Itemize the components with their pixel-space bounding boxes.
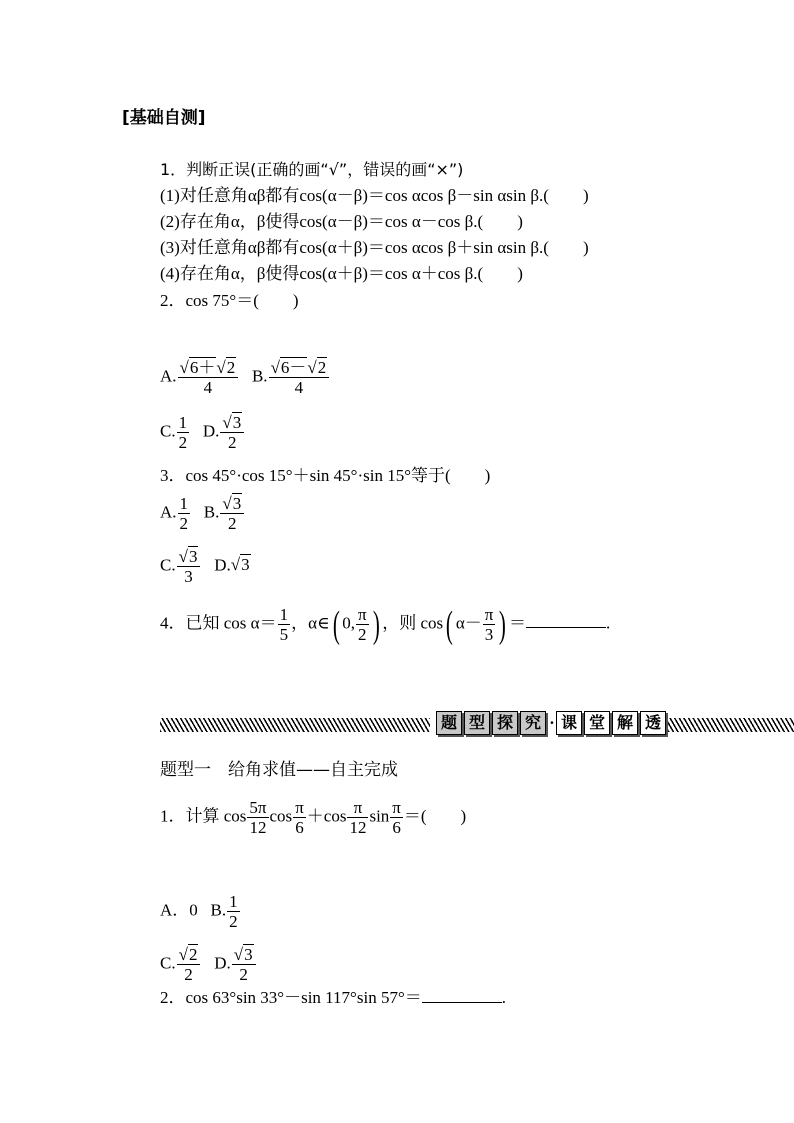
topic1-d-num: 3 <box>244 945 253 964</box>
topic1-q2-text: 2．cos 63°sin 33°－sin 117°sin 57°＝ <box>160 988 422 1007</box>
q3-option-c-fraction: $\frac{√3}{3}$ <box>177 547 201 586</box>
topic1-d-den: 2 <box>239 965 248 984</box>
q4-interval-start: 0, <box>342 613 355 633</box>
q2-option-d-label: D. <box>202 421 220 441</box>
topic1-q1-f3-num: π <box>347 798 368 818</box>
q2-option-c-label: C. <box>160 421 176 441</box>
banner-hatch-right <box>668 718 794 732</box>
banner-box-5: 课 <box>556 711 582 735</box>
q4-fraction-3 <box>483 605 496 644</box>
q3-options-cd <box>160 547 251 586</box>
q3-c-num: 3 <box>188 547 198 566</box>
q4-answer-blank[interactable] <box>526 612 606 628</box>
q4-mid: ，α∈ <box>291 613 330 633</box>
topic1-b-num: 1 <box>229 892 238 911</box>
q2-options-cd <box>160 413 245 452</box>
q3-a-num: 1 <box>179 494 189 513</box>
q4-period: . <box>605 613 611 633</box>
q2-a-num2: 2 <box>226 358 236 377</box>
topic1-options-cd <box>160 945 257 984</box>
topic1-option-d-fraction: $\frac{√3}{2}$ <box>232 945 256 984</box>
q2-b-num: 6－ <box>280 358 307 377</box>
q2-option-a-label: A. <box>160 366 177 386</box>
banner-dot: · <box>549 713 555 732</box>
topic1-option-d-label: D. <box>214 953 231 973</box>
topic1-title: 题型一 给角求值——自主完成 <box>160 760 398 780</box>
q2-option-b-label: B. <box>251 366 268 386</box>
banner-hatch-left <box>160 718 430 732</box>
q1-item-4: (4)存在角α，β使得cos(α＋β)＝cos α＋cos β.( ) <box>160 264 523 283</box>
topic1-q1-fraction-1 <box>247 798 268 837</box>
banner-box-2: 型 <box>464 711 490 735</box>
q4-f1-den: 5 <box>279 625 289 644</box>
q1-item-1: (1)对任意角αβ都有cos(α－β)＝cos αcos β－sin αsin β.( ) <box>160 186 589 205</box>
topic1-q1-cos: cos <box>269 806 293 826</box>
topic1-q1-f2-num: π <box>295 798 304 817</box>
q2-option-a-fraction: $\frac{√6+√2}{4}$ <box>178 358 239 397</box>
section-title: [基础自测] <box>122 108 206 128</box>
topic1-option-c-fraction: $\frac{√2}{2}$ <box>177 945 201 984</box>
q2-b-num2: 2 <box>317 358 327 377</box>
q4-f1-num: 1 <box>279 605 289 624</box>
q1-item-2: (2)存在角α，β使得cos(α－β)＝cos α－cos β.( ) <box>160 212 523 231</box>
topic1-option-b-label: B. <box>210 900 227 920</box>
q2-a-num: 6＋ <box>189 358 216 377</box>
banner-box-8: 透 <box>640 711 666 735</box>
q3-option-a-fraction <box>178 494 191 533</box>
q2-d-num: 3 <box>232 413 242 432</box>
q4-line: 4．已知 cos α＝ $\frac{1}{5}$ ，α∈( 0, $\frac{\pi}{2}$ ) ，则 cos( α－ $\frac{\pi}{3}$ ) ＝ . <box>160 603 611 646</box>
q4-f2-num: π <box>357 605 367 624</box>
topic1-q1-f4-num: π <box>392 798 401 817</box>
topic1-option-c-label: C. <box>160 953 176 973</box>
q4-prefix: 4．已知 cos α＝ <box>160 613 277 633</box>
topic1-b-den: 2 <box>229 912 238 931</box>
q3-option-d-label: D. <box>214 555 231 575</box>
topic1-q1-f2-den: 6 <box>295 818 304 837</box>
banner-box-4: 究 <box>520 711 546 735</box>
q4-f2-den: 2 <box>358 625 367 644</box>
q3-option-a-label: A. <box>160 502 177 522</box>
q1-item-3: (3)对任意角αβ都有cos(α＋β)＝cos αcos β＋sin αsin β.( ) <box>160 238 589 257</box>
q4-f3-num: π <box>484 605 494 624</box>
topic1-q1-f3-den: 12 <box>349 818 367 837</box>
q4-fraction-2 <box>356 605 369 644</box>
topic1-q2-end: . <box>501 988 506 1007</box>
topic1-c-num: 2 <box>188 945 198 964</box>
section-banner <box>436 711 668 735</box>
q3-options-ab <box>160 494 245 533</box>
topic1-q1-f4-den: 6 <box>392 818 401 837</box>
topic1-q1-fraction-4 <box>390 798 403 837</box>
banner-box-7: 解 <box>612 711 638 735</box>
topic1-q1-prefix: 1．计算 cos <box>160 806 247 826</box>
topic1-q1-sin: sin <box>369 806 390 826</box>
q2-c-num: 1 <box>178 413 188 432</box>
q3-option-d-radical: √3 <box>230 555 250 575</box>
q3-stem: 3．cos 45°·cos 15°＋sin 45°·sin 15°等于( ) <box>160 466 491 485</box>
q2-option-c-fraction <box>177 413 190 452</box>
q2-d-den: 2 <box>228 433 237 452</box>
topic1-q1-f1-num: 5π <box>249 798 267 817</box>
q3-b-den: 2 <box>228 514 237 533</box>
topic1-q1-line <box>160 798 466 837</box>
q3-option-b-fraction: $\frac{√3}{2}$ <box>220 494 244 533</box>
banner-box-1: 题 <box>436 711 462 735</box>
q4-alpha-minus: α－ <box>455 613 482 633</box>
q3-c-den: 3 <box>184 567 193 586</box>
q2-b-den: 4 <box>294 378 304 397</box>
q2-option-b-fraction: $\frac{√6-√2}{4}$ <box>269 358 330 397</box>
topic1-option-b-fraction <box>227 892 240 931</box>
q2-option-d-fraction: $\frac{√3}{2}$ <box>220 413 244 452</box>
topic1-q1-end: ＝( ) <box>403 806 467 826</box>
topic1-q1-fraction-2 <box>293 798 306 837</box>
q2-c-den: 2 <box>178 433 188 452</box>
q4-f3-den: 3 <box>484 625 494 644</box>
topic1-q2-answer-blank[interactable] <box>422 987 502 1003</box>
banner-box-3: 探 <box>492 711 518 735</box>
topic1-q1-fraction-3 <box>347 798 368 837</box>
q3-b-num: 3 <box>232 494 242 513</box>
q2-stem: 2．cos 75°＝( ) <box>160 291 299 310</box>
q3-d-rad: 3 <box>241 555 250 575</box>
topic1-q1-f1-den: 12 <box>249 818 267 837</box>
q3-option-b-label: B. <box>203 502 220 522</box>
banner-box-6: 堂 <box>584 711 610 735</box>
topic1-option-a: A．0 <box>160 900 198 920</box>
q4-after: ，则 cos <box>382 613 444 633</box>
q4-end: ＝ <box>508 613 526 633</box>
q2-options-ab <box>160 358 330 397</box>
q2-a-den: 4 <box>203 378 213 397</box>
topic1-c-den: 2 <box>184 965 193 984</box>
q3-a-den: 2 <box>179 514 189 533</box>
topic1-q1-plus: ＋cos <box>306 806 347 826</box>
topic1-q2-line <box>160 987 506 1008</box>
topic1-options-ab <box>160 892 241 931</box>
q1-stem: 1．判断正误(正确的画“√”，错误的画“×”) <box>160 160 464 179</box>
q4-fraction-1 <box>278 605 291 644</box>
q3-option-c-label: C. <box>160 555 176 575</box>
